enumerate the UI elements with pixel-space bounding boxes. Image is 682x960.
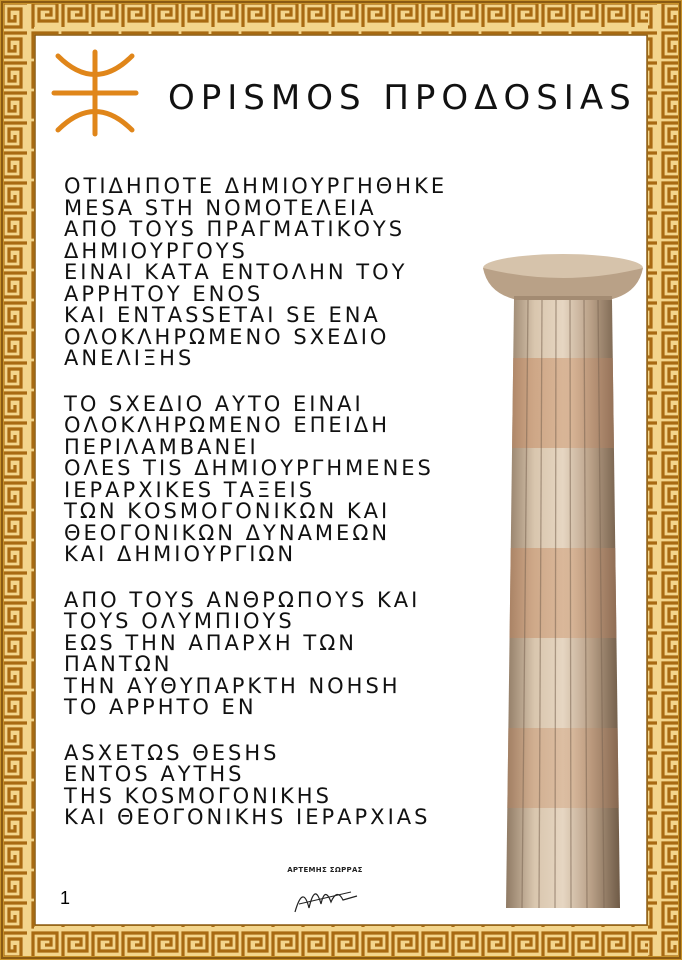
page-number: 1 <box>60 888 71 908</box>
text-line: ΑΡΡΗΤΟΥ ΕΝΟS <box>64 281 264 306</box>
text-line: ΟΤΙΔΗΠΟΤΕ ΔΗΜΙΟΥΡΓΗΘΗΚΕ <box>64 174 448 198</box>
text-line: ΕΙΝΑΙ ΚΑΤΑ ΕΝΤΟΛΗΝ ΤΟΥ <box>64 260 408 284</box>
paragraph <box>64 587 484 719</box>
text-line: ΚΑΙ ΔΗΜΙΟΥΡΓΙΩΝ <box>64 542 297 566</box>
doric-column-image <box>478 248 648 908</box>
text-line: ΚΑΙ ΕΝΤΑSSΕΤΑΙ SΕ ΕΝΑ <box>64 303 381 327</box>
text-line: ΟΛΟΚΛΗΡΩΜΕΝΟ SΧΕΔΙΟ <box>64 324 390 349</box>
paragraph <box>64 740 484 829</box>
text-line: ΑΠΟ ΤΟΥS ΠΡΑΓΜΑΤΙΚΟΥS <box>64 217 406 241</box>
text-line: ΤΟ SΧΕΔΙΟ ΑΥΤΟ ΕΙΝΑΙ <box>64 391 364 416</box>
signature-block <box>275 866 375 926</box>
text-line: ΜΕSΑ SΤΗ ΝΟΜΟΤΕΛΕΙΑ <box>64 195 377 220</box>
text-line: ΑSΧΕΤΩS ΘΕSΗS <box>64 740 280 765</box>
text-line: ΤΗS ΚΟSΜΟΓΟΝΙΚΗS <box>64 783 332 808</box>
body-text <box>64 176 484 853</box>
text-line: ΙΕΡΑΡΧΙΚΕS ΤΑΞΕΙS <box>64 477 316 502</box>
paragraph <box>64 391 484 566</box>
page-title: OPISMOS ΠΡΟΔΟSIAS <box>168 78 637 118</box>
handwritten-signature <box>285 874 365 918</box>
text-line: ΠΑΝΤΩΝ <box>64 652 173 676</box>
text-line: ΑΝΕΛΙΞΗS <box>64 346 195 370</box>
text-line: ΘΕΟΓΟΝΙΚΩΝ ΔΥΝΑΜΕΩΝ <box>64 520 391 545</box>
text-line: ΚΑΙ ΘΕΟΓΟΝΙΚΗS ΙΕΡΑΡΧΙΑS <box>64 805 431 829</box>
paragraph <box>64 176 484 370</box>
text-line: ΠΕΡΙΛΑΜΒΑΝΕΙ <box>64 434 259 459</box>
text-line: ΟΛΟΚΛΗΡΩΜΕΝΟ ΕΠΕΙΔΗ <box>64 413 391 437</box>
sunburst-symbol-icon <box>50 48 140 138</box>
text-line: ΕΩS ΤΗΝ ΑΠΑΡΧΗ ΤΩΝ <box>64 630 357 655</box>
text-line: ΤΩΝ ΚΟSΜΟΓΟΝΙΚΩΝ ΚΑΙ <box>64 499 391 523</box>
text-line: ΕΝΤΟS ΑΥΤΗS <box>64 762 245 786</box>
text-line: ΟΛΕS ΤΙS ΔΗΜΙΟΥΡΓΗΜΕΝΕS <box>64 456 434 480</box>
text-line: ΔΗΜΙΟΥΡΓΟΥS <box>64 238 248 263</box>
text-line: ΤΗΝ ΑΥΘΥΠΑΡΚΤΗ ΝΟΗSΗ <box>64 673 401 698</box>
signature-name: ΑΡΤΕΜΗΣ ΣΩΡΡΑΣ <box>287 866 363 874</box>
text-line: ΤΟ ΑΡΡΗΤΟ ΕΝ <box>64 695 257 719</box>
text-line: ΑΠΟ ΤΟΥS ΑΝΘΡΩΠΟΥS ΚΑΙ <box>64 587 421 612</box>
text-line: ΤΟΥS ΟΛΥΜΠΙΟΥS <box>64 609 295 633</box>
